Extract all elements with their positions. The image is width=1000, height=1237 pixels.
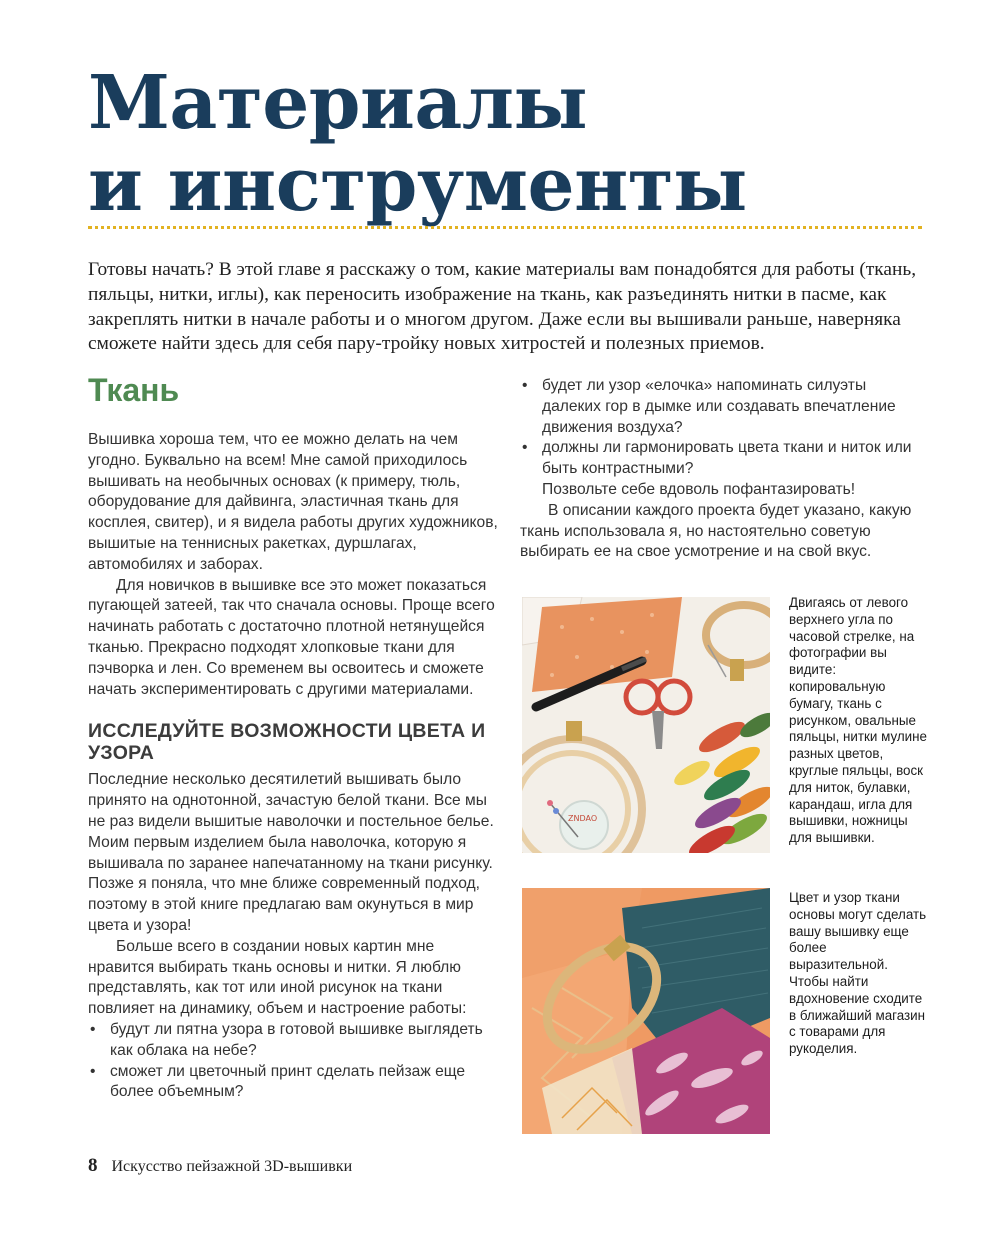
intro-paragraph: Готовы начать? В этой главе я расскажу о том, какие материалы вам понадобятся для работы (ткань, пяльцы, нитки, иглы), как переносить изображение на ткань, как разъединять нитки в пасме, как закреплять нитки в начале работы и о многом другом. Даже если вы вышивали раньше, наверняка сможете найти здесь для себя пару-тройку новых хитростей и полезных приемов. <box>88 259 917 355</box>
fantasize-line: Позвольте себе вдоволь пофантазировать! <box>542 480 856 498</box>
fabric-paragraph-2: Для новичков в вышивке все это может показаться пугающей затеей, так что сначала основы. Проще всего начинать работать с достаточно плотной нетянущейся тканью. Прекрасно подходят хлопковые ткани для пэчворка и лен. Со временем вы освоитесь и сможете начать экспериментировать с другими материалами. <box>88 576 495 698</box>
page-footer <box>88 1155 352 1177</box>
caption-tools-photo: Двигаясь от левого верхнего угла по часовой стрелке, на фотографии вы видите: копировальную бумагу, ткань с рисунком, овальные пяльцы, нитки мулине разных цветов, круглые пяльцы, воск для ниток, булавки, карандаш, игла для вышивки, ножницы для вышивки. <box>789 595 927 846</box>
color-paragraph-2: Больше всего в создании новых картин мне нравится выбирать ткань основы и нитки. Я люблю представлять, как тот или иной рисунок на ткани повлияет на динамику, объем и настроение работы: <box>88 937 467 1018</box>
right-column <box>520 376 925 563</box>
list-item: • будет ли узор «елочка» напоминать силуэты далеких гор в дымке или создавать впечатление движения воздуха? <box>520 376 925 438</box>
page-title <box>88 62 747 226</box>
list-item: • должны ли гармонировать цвета ткани и ниток или быть контрастными? <box>520 438 925 480</box>
wax-label: ZNDAO <box>568 814 598 823</box>
dotted-divider <box>88 226 922 229</box>
tools-photo <box>522 597 770 853</box>
page-title-line-1: Материалы <box>88 60 588 146</box>
page-number: 8 <box>88 1155 98 1176</box>
page-title-line-2: и инструменты <box>88 142 747 228</box>
color-section-heading: ИССЛЕДУЙТЕ ВОЗМОЖНОСТИ ЦВЕТА И УЗОРА <box>88 720 486 765</box>
book-title: Искусство пейзажной 3D-вышивки <box>111 1158 353 1175</box>
caption-fabrics-photo: Цвет и узор ткани основы могут сделать вашу вышивку еще более выразительной. Чтобы найти вдохновение сходите в ближайший магазин с товарами для рукоделия. <box>789 890 927 1057</box>
color-paragraph-1: Последние несколько десятилетий вышивать было принято на однотонной, зачастую белой ткани. Все мы не раз видели вышитые наволочки и постельное белье. Моим первым изделием была наволочка, которую я вышивала по заранее напечатанному на ткани рисунку. Позже я поняла, что мне ближе современный подход, поэтому в этой книге предлагаю вам окунуться в мир цвета и узора! <box>88 771 494 934</box>
left-column <box>88 430 498 1103</box>
color-paragraph-3: В описании каждого проекта будет указано, какую ткань использовала я, но настоятельно советую выбирать ее на свое усмотрение и на свой вкус. <box>520 501 912 561</box>
bullet-list-right <box>520 376 925 480</box>
bullet-list-left <box>88 1020 498 1103</box>
fabric-heading: Ткань <box>88 372 180 408</box>
fabrics-photo <box>522 888 770 1134</box>
list-item: • будут ли пятна узора в готовой вышивке выглядеть как облака на небе? <box>88 1020 498 1062</box>
list-item: • сможет ли цветочный принт сделать пейзаж еще более объемным? <box>88 1062 498 1104</box>
fabric-paragraph-1: Вышивка хороша тем, что ее можно делать на чем угодно. Буквально на всем! Мне самой приходилось вышивать на необычных основах (к примеру, тюль, оборудование для дайвинга, эластичная ткань для косплея, свитер), и я видела работы других художников, вышитые на теннисных ракетках, дуршлагах, автомобилях и заборах. <box>88 431 498 573</box>
